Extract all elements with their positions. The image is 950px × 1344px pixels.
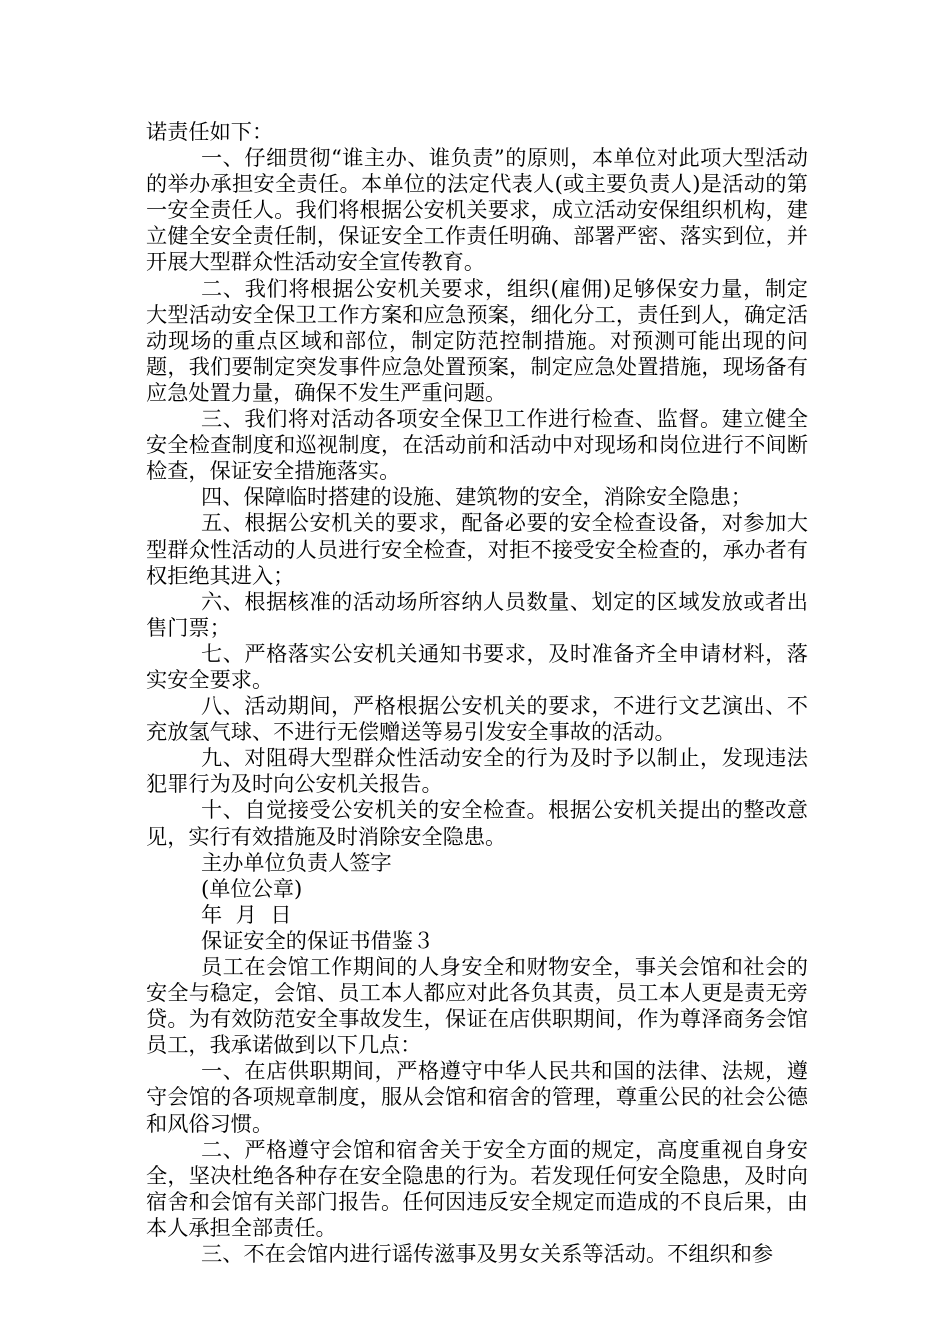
paragraph-intro: 诺责任如下：: [146, 119, 274, 144]
paragraph-clause-5: 五、根据公安机关的要求，配备必要的安全检查设备，对参加大型群众性活动的人员进行安全检查，对拒不接受安全检查的，承办者有权拒绝其进入；: [146, 510, 808, 588]
paragraph-employee-3: 三、不在会馆内进行谣传滋事及男女关系等活动。不组织和参: [201, 1241, 774, 1267]
paragraph-clause-8: 八、活动期间，严格根据公安机关的要求，不进行文艺演出、不充放氢气球、不进行无偿赠送等易引发安全事故的活动。: [146, 693, 808, 745]
document-body: [146, 119, 808, 1267]
paragraph-clause-6: 六、根据核准的活动场所容纳人员数量、划定的区域发放或者出售门票；: [146, 588, 808, 640]
paragraph-clause-7: 七、严格落实公安机关通知书要求，及时准备齐全申请材料，落实安全要求。: [146, 640, 808, 692]
paragraph-employee-1: 一、在店供职期间，严格遵守中华人民共和国的法律、法规，遵守会馆的各项规章制度，服从会馆和宿舍的管理，尊重公民的社会公德和风俗习惯。: [146, 1058, 808, 1136]
paragraph-clause-2: 二、我们将根据公安机关要求，组织(雇佣)足够保安力量，制定大型活动安全保卫工作方案和应急预案，细化分工，责任到人，确定活动现场的重点区域和部位，制定防范控制措施。对预测可能出现的问题，我们要制定突发事件应急处置预案，制定应急处置措施，现场备有应急处置力量，确保不发生严重问题。: [146, 275, 808, 405]
paragraph-employee-2: 二、严格遵守会馆和宿舍关于安全方面的规定，高度重视自身安全，坚决杜绝各种存在安全隐患的行为。若发现任何安全隐患，及时向宿舍和会馆有关部门报告。任何因违反安全规定而造成的不良后果，由本人承担全部责任。: [146, 1136, 808, 1240]
seal-line: (单位公章): [201, 875, 303, 901]
paragraph-clause-1: 一、仔细贯彻“谁主办、谁负责”的原则，本单位对此项大型活动的举办承担安全责任。本单位的法定代表人(或主要负责人)是活动的第一安全责任人。我们将根据公安机关要求，成立活动安保组织机构，建立健全安全责任制，保证安全工作责任明确、部署严密、落实到位，并开展大型群众性活动安全宣传教育。: [146, 145, 808, 275]
signature-line: 主办单位负责人签字: [201, 849, 392, 875]
paragraph-employee-intro: 员工在会馆工作期间的人身安全和财物安全，事关会馆和社会的安全与稳定，会馆、员工本人都应对此各负其责，员工本人更是责无旁贷。为有效防范安全事故发生，保证在店供职期间，作为尊泽商务会馆员工，我承诺做到以下几点：: [146, 954, 808, 1058]
section-heading: 保证安全的保证书借鉴３: [201, 927, 435, 953]
paragraph-clause-10: 十、自觉接受公安机关的安全检查。根据公安机关提出的整改意见，实行有效措施及时消除安全隐患。: [146, 797, 808, 849]
paragraph-clause-3: 三、我们将对活动各项安全保卫工作进行检查、监督。建立健全安全检查制度和巡视制度，在活动前和活动中对现场和岗位进行不间断检查，保证安全措施落实。: [146, 406, 808, 484]
paragraph-clause-4: 四、保障临时搭建的设施、建筑物的安全，消除安全隐患；: [201, 484, 752, 510]
paragraph-clause-9: 九、对阻碍大型群众性活动安全的行为及时予以制止，发现违法犯罪行为及时向公安机关报告。: [146, 745, 808, 797]
date-line: 年 月 日: [201, 901, 292, 927]
